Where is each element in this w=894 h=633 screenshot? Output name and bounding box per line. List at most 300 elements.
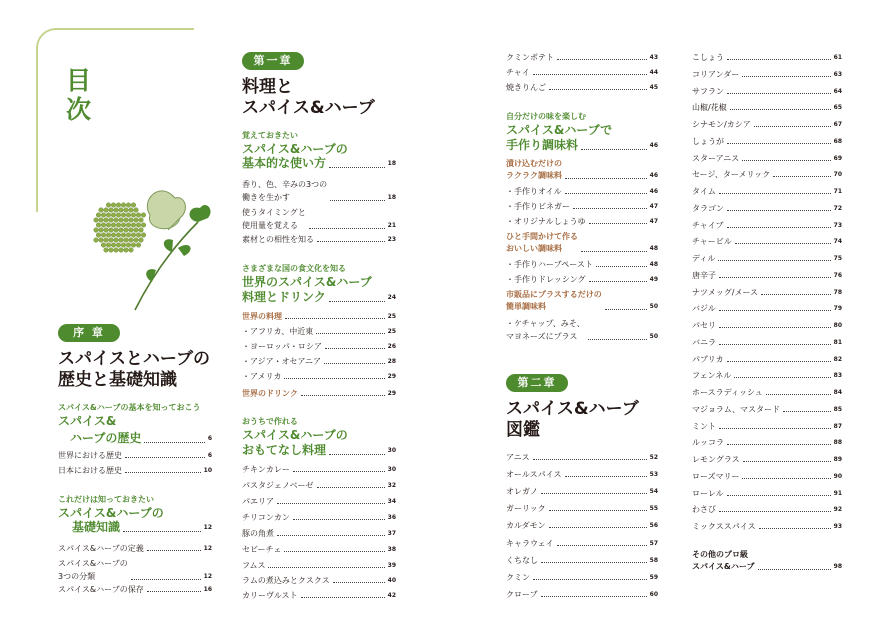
- toc-entry[interactable]: [692, 354, 842, 365]
- seed-dot: [111, 213, 116, 218]
- seed-dot: [114, 208, 119, 213]
- entry-page: 38: [387, 546, 396, 553]
- seed-dot: [141, 213, 146, 218]
- toc-entry[interactable]: [242, 388, 396, 399]
- toc-entry[interactable]: [506, 469, 658, 480]
- toc-entry[interactable]: [506, 259, 658, 270]
- entry-page: 40: [387, 577, 396, 584]
- toc-entry[interactable]: [242, 311, 396, 322]
- entry-page: 47: [649, 218, 658, 225]
- toc-entry[interactable]: [692, 303, 842, 314]
- entry-title: ハーブの歴史: [70, 431, 142, 445]
- entry-page: 52: [649, 454, 658, 461]
- entry-page: 69: [833, 154, 842, 162]
- toc-entry[interactable]: [692, 421, 842, 432]
- toc-entry[interactable]: [506, 520, 658, 531]
- toc-entry[interactable]: [692, 169, 842, 180]
- entry-page: 21: [387, 222, 396, 229]
- ch1-sec4-kicker: 自分だけの味を楽しむ: [506, 112, 586, 121]
- entry-page: 64: [833, 87, 842, 95]
- toc-entry[interactable]: [692, 136, 842, 147]
- seed-dot: [109, 208, 114, 213]
- entry-title: ひと手間かけて作る おいしい調味料: [506, 232, 578, 253]
- entry-title: チキンカレー: [242, 465, 290, 474]
- toc-entry[interactable]: [58, 543, 212, 554]
- entry-page: 18: [387, 160, 396, 167]
- entry-title: チャイ: [506, 68, 530, 77]
- toc-entry[interactable]: [506, 82, 658, 93]
- entry-page: 39: [387, 562, 396, 569]
- entry-page: 76: [833, 271, 842, 279]
- toc-entry[interactable]: [242, 590, 396, 601]
- entry-page: 12: [203, 524, 212, 531]
- seed-dot: [129, 248, 134, 253]
- entry-title: ミックススパイス: [692, 522, 756, 531]
- seed-dot: [116, 223, 121, 228]
- toc-entry[interactable]: [506, 503, 658, 514]
- seed-dot: [104, 228, 109, 233]
- entry-page: 88: [833, 439, 842, 447]
- entry-page: 68: [833, 137, 842, 145]
- entry-title: オールスパイス: [506, 470, 562, 480]
- seed-dot: [131, 223, 136, 228]
- entry-page: 70: [833, 171, 842, 179]
- seed-dot: [119, 228, 124, 233]
- ch1-sec2-kicker: さまざまな国の食文化を知る: [242, 264, 346, 273]
- toc-entry[interactable]: [242, 178, 396, 204]
- toc-entry[interactable]: [692, 69, 842, 80]
- entry-title: サフラン: [692, 86, 724, 96]
- entry-page: 34: [387, 498, 396, 505]
- seed-dot: [134, 218, 139, 223]
- entry-page: 46: [649, 188, 658, 195]
- toc-entry[interactable]: [506, 589, 658, 600]
- entry-page: 30: [387, 466, 396, 473]
- entry-page: 65: [833, 104, 842, 112]
- seed-dot: [119, 248, 124, 253]
- entry-title: 世界における歴史: [58, 451, 122, 460]
- entry-title: セビーチェ: [242, 545, 282, 554]
- entry-title: バジル: [692, 304, 716, 314]
- seed-dot: [139, 238, 144, 243]
- entry-page: 18: [387, 194, 396, 201]
- seed-dot: [124, 208, 129, 213]
- entry-page: 47: [649, 203, 658, 210]
- toc-entry[interactable]: [692, 521, 842, 532]
- ch1-sec4-heading: スパイス&ハーブで: [506, 123, 613, 137]
- entry-title: ガーリック: [506, 504, 546, 514]
- toc-title-char-2: 次: [66, 95, 92, 124]
- entry-page: 60: [649, 590, 658, 598]
- toc-entry[interactable]: [506, 486, 658, 497]
- entry-page: 87: [833, 422, 842, 430]
- seed-dot: [129, 238, 134, 243]
- ch1-sec1-kicker: 覚えておきたい: [242, 131, 298, 140]
- toc-entry[interactable]: [72, 520, 212, 535]
- entry-title: ディル: [692, 254, 716, 263]
- entry-page: 55: [649, 505, 658, 513]
- entry-title: スパイス&ハーブの定義: [58, 544, 144, 553]
- seed-dot: [116, 213, 121, 218]
- entry-page: 16: [203, 586, 212, 593]
- toc-entry[interactable]: [692, 404, 842, 415]
- seed-dot: [134, 208, 139, 213]
- entry-page: 83: [833, 372, 842, 380]
- entry-page: 75: [833, 255, 842, 262]
- toc-entry[interactable]: [692, 488, 842, 499]
- entry-page: 50: [649, 333, 658, 340]
- entry-title: 手作り調味料: [506, 138, 579, 152]
- seed-dot: [141, 233, 146, 238]
- seed-dot: [121, 233, 126, 238]
- frame-left-line: [36, 46, 38, 212]
- seed-dot: [116, 233, 121, 238]
- seed-dot: [104, 238, 109, 243]
- entry-title: バニラ: [692, 337, 716, 347]
- entry-title: コリアンダー: [692, 69, 740, 79]
- seed-dot: [124, 248, 129, 253]
- entry-page: 6: [207, 452, 212, 459]
- entry-page: 46: [649, 172, 658, 179]
- toc-entry[interactable]: [692, 287, 842, 298]
- seed-dot: [101, 243, 106, 248]
- seed-dot: [96, 233, 101, 238]
- entry-title: フェンネル: [692, 371, 732, 381]
- herb-illustration: [80, 170, 220, 320]
- entry-page: 84: [833, 389, 842, 396]
- entry-title: わさび: [692, 505, 716, 515]
- entry-title: レモングラス: [692, 455, 740, 464]
- toc-entry[interactable]: [506, 555, 658, 566]
- chapter2-title: スパイス&ハーブ 図鑑: [506, 399, 639, 440]
- prologue-title: スパイスとハーブの 歴史と基礎知識: [58, 349, 210, 390]
- toc-entry[interactable]: [242, 156, 396, 171]
- entry-page: 45: [649, 84, 658, 91]
- entry-title: 世界のドリンク: [242, 389, 298, 398]
- entry-page: 85: [833, 405, 842, 413]
- toc-entry[interactable]: [692, 220, 842, 231]
- toc-entry[interactable]: [242, 371, 396, 382]
- entry-title: 山椒/花椒: [692, 103, 727, 113]
- seed-dot: [104, 218, 109, 223]
- seed-dot: [101, 233, 106, 238]
- entry-page: 29: [387, 373, 396, 380]
- seed-dot: [101, 213, 106, 218]
- entry-title: ナツメッグ/メース: [692, 287, 759, 297]
- toc-entry[interactable]: [692, 102, 842, 113]
- entry-title: タイム: [692, 187, 716, 196]
- entry-page: 36: [387, 514, 396, 521]
- entry-title: ホースラディッシュ: [692, 388, 763, 397]
- entry-title: ルッコラ: [692, 438, 724, 448]
- chapter1-title: 料理と スパイス&ハーブ: [242, 77, 375, 118]
- seed-dot: [111, 223, 116, 228]
- seed-dot: [99, 238, 104, 243]
- seed-dot: [119, 218, 124, 223]
- entry-page: 49: [649, 276, 658, 283]
- toc-entry[interactable]: [242, 206, 396, 232]
- toc-entry[interactable]: [692, 337, 842, 348]
- entry-page: 71: [833, 188, 842, 195]
- toc-entry[interactable]: [506, 274, 658, 285]
- seed-dot: [124, 218, 129, 223]
- toc-entry[interactable]: [506, 201, 658, 212]
- toc-entry[interactable]: [506, 289, 658, 313]
- entry-title: おもてなし料理: [242, 443, 327, 457]
- seed-dot: [126, 223, 131, 228]
- seed-dot: [99, 228, 104, 233]
- toc-entry[interactable]: [506, 52, 658, 63]
- toc-entry[interactable]: [506, 572, 658, 583]
- toc-entry[interactable]: [242, 528, 396, 539]
- entry-title: 基礎知識: [72, 520, 121, 534]
- entry-title: しょうが: [692, 136, 724, 146]
- seed-dot: [119, 208, 124, 213]
- seed-dot: [136, 233, 141, 238]
- seed-dot: [139, 228, 144, 233]
- seed-dot: [126, 203, 131, 208]
- toc-entry[interactable]: [692, 86, 842, 97]
- entry-page: 12: [203, 545, 212, 552]
- entry-title: ・アフリカ、中近東: [242, 327, 314, 336]
- toc-entry[interactable]: [692, 236, 842, 247]
- toc-entry[interactable]: [242, 326, 396, 337]
- toc-entry[interactable]: [242, 575, 396, 586]
- toc-entry[interactable]: [692, 387, 842, 398]
- toc-entry[interactable]: [242, 356, 396, 367]
- entry-title: スパイス&ハーブの保存: [58, 585, 144, 594]
- entry-title: ・アジア・オセアニア: [242, 357, 322, 366]
- toc-entry[interactable]: [506, 216, 658, 227]
- entry-page: 54: [649, 488, 658, 496]
- toc-entry[interactable]: [242, 512, 396, 523]
- toc-entry[interactable]: [692, 186, 842, 197]
- seed-dot: [109, 218, 114, 223]
- ch1-sec1-heading: スパイス&ハーブの: [242, 142, 348, 156]
- frame-corner: [36, 28, 56, 48]
- prologue-sec1-kicker: スパイス&ハーブの基本を知っておこう: [58, 403, 201, 412]
- toc-entry[interactable]: [242, 341, 396, 352]
- toc-entry[interactable]: [242, 443, 396, 458]
- toc-entry[interactable]: [692, 454, 842, 465]
- entry-title: ・手作りオイル: [506, 187, 562, 196]
- entry-title: こしょう: [692, 53, 724, 62]
- toc-entry[interactable]: [70, 431, 212, 446]
- entry-title: 市販品にプラスするだけの 簡単調味料: [506, 290, 602, 311]
- entry-title: スパイス&ハーブの 3つの分類: [58, 559, 128, 581]
- entry-title: 料理とドリンク: [242, 290, 326, 304]
- toc-entry[interactable]: [692, 437, 842, 448]
- toc-entry[interactable]: [692, 52, 842, 63]
- entry-page: 78: [833, 288, 842, 296]
- entry-title: チャービル: [692, 237, 732, 247]
- entry-title: クミンポテト: [506, 53, 554, 62]
- entry-page: 25: [387, 313, 396, 320]
- toc-entry[interactable]: [692, 153, 842, 164]
- entry-page: 32: [387, 482, 396, 489]
- toc-entry[interactable]: [692, 504, 842, 515]
- toc-entry[interactable]: [506, 231, 658, 255]
- entry-title: フムス: [242, 561, 266, 570]
- toc-entry[interactable]: [242, 234, 396, 245]
- entry-page: 30: [387, 447, 396, 454]
- seed-dot: [94, 238, 99, 243]
- seed-dot: [129, 228, 134, 233]
- seed-dot: [124, 238, 129, 243]
- toc-entry[interactable]: [58, 584, 212, 595]
- toc-entry[interactable]: [692, 549, 842, 573]
- entry-title: オレガノ: [506, 487, 538, 497]
- toc-entry[interactable]: [692, 471, 842, 482]
- toc-entry[interactable]: [242, 560, 396, 571]
- seed-dot: [99, 208, 104, 213]
- seed-dot: [121, 203, 126, 208]
- seed-dot: [106, 233, 111, 238]
- entry-page: 89: [833, 456, 842, 463]
- toc-entry[interactable]: [692, 203, 842, 214]
- toc-entry[interactable]: [692, 253, 842, 264]
- entry-page: 56: [649, 522, 658, 530]
- entry-title: 香り、色、辛みの3つの 働きを生かす: [242, 180, 328, 202]
- toc-entry[interactable]: [242, 496, 396, 507]
- toc-entry[interactable]: [506, 538, 658, 549]
- entry-page: 23: [387, 236, 396, 243]
- toc-entry[interactable]: [242, 480, 396, 491]
- seed-cluster: [94, 203, 146, 253]
- toc-entry[interactable]: [242, 544, 396, 555]
- entry-title: チャイブ: [692, 220, 724, 230]
- entry-title: 焼きりんご: [506, 83, 546, 92]
- seed-dot: [134, 228, 139, 233]
- chapter1-badge: 第一章: [242, 52, 304, 70]
- entry-title: 豚の角煮: [242, 529, 274, 538]
- seed-dot: [131, 213, 136, 218]
- entry-title: パスタジェノベーゼ: [242, 481, 314, 490]
- toc-title-char-1: 目: [66, 66, 92, 95]
- seed-dot: [106, 243, 111, 248]
- seed-dot: [126, 243, 131, 248]
- seed-dot: [116, 243, 121, 248]
- toc-entry[interactable]: [692, 270, 842, 281]
- seed-dot: [109, 248, 114, 253]
- seed-dot: [114, 228, 119, 233]
- entry-page: 82: [833, 355, 842, 363]
- entry-page: 72: [833, 204, 842, 212]
- entry-title: シナモン/カシア: [692, 120, 751, 129]
- toc-entry[interactable]: [506, 317, 658, 343]
- entry-page: 28: [387, 358, 396, 365]
- entry-title: 使うタイミングと 使用量を覚える: [242, 208, 306, 230]
- entry-page: 59: [649, 573, 658, 581]
- entry-title: パプリカ: [692, 354, 724, 364]
- entry-page: 42: [387, 592, 396, 599]
- entry-title: クローブ: [506, 589, 538, 599]
- chapter2-badge: 第二章: [506, 374, 568, 392]
- entry-title: くちなし: [506, 555, 538, 565]
- entry-title: ミント: [692, 421, 716, 431]
- seed-dot: [114, 248, 119, 253]
- seed-dot: [131, 203, 136, 208]
- seed-dot: [116, 203, 121, 208]
- toc-entry[interactable]: [58, 557, 212, 583]
- entry-title: 基本的な使い方: [242, 156, 327, 170]
- toc-entry[interactable]: [58, 450, 212, 461]
- prologue-sec1-heading: スパイス&: [58, 414, 117, 428]
- frame-top-line: [54, 28, 194, 30]
- entry-page: 26: [387, 343, 396, 350]
- seed-dot: [109, 238, 114, 243]
- entry-title: 世界の料理: [242, 312, 282, 321]
- entry-page: 92: [833, 506, 842, 514]
- toc-entry[interactable]: [692, 320, 842, 331]
- ch1-sec3-kicker: おうちで作れる: [242, 417, 298, 426]
- seed-dot: [136, 213, 141, 218]
- toc-entry[interactable]: [58, 465, 212, 476]
- entry-title: スターアニス: [692, 153, 740, 163]
- entry-page: 10: [203, 467, 212, 474]
- toc-entry[interactable]: [692, 370, 842, 381]
- entry-title: チリコンカン: [242, 513, 290, 522]
- seed-dot: [94, 228, 99, 233]
- toc-entry[interactable]: [692, 119, 842, 130]
- entry-title: クミン: [506, 572, 530, 582]
- seed-dot: [94, 218, 99, 223]
- ch1-sec3-heading: スパイス&ハーブの: [242, 428, 348, 442]
- prologue-badge: 序 章: [58, 324, 120, 342]
- entry-page: 48: [649, 261, 658, 268]
- seed-dot: [104, 248, 109, 253]
- sage-leaf-icon: [147, 191, 185, 229]
- seed-dot: [106, 223, 111, 228]
- entry-page: 25: [387, 328, 396, 335]
- toc-entry[interactable]: [242, 464, 396, 475]
- entry-title: ・手作りビネガー: [506, 202, 570, 211]
- entry-page: 90: [833, 472, 842, 480]
- seed-dot: [136, 223, 141, 228]
- entry-page: 67: [833, 121, 842, 128]
- seed-dot: [119, 238, 124, 243]
- seed-dot: [121, 243, 126, 248]
- entry-title: ローレル: [692, 488, 724, 498]
- entry-page: 12: [203, 573, 212, 580]
- entry-page: 58: [649, 556, 658, 564]
- entry-title: ローズマリー: [692, 471, 740, 481]
- seed-dot: [111, 203, 116, 208]
- toc-entry[interactable]: [506, 138, 658, 153]
- entry-title: タラゴン: [692, 203, 724, 213]
- entry-page: 57: [649, 539, 658, 547]
- toc-entry[interactable]: [242, 290, 396, 305]
- seed-dot: [101, 223, 106, 228]
- seed-dot: [124, 228, 129, 233]
- entry-title: 唐辛子: [692, 270, 716, 280]
- entry-page: 81: [833, 338, 842, 346]
- entry-title: 日本における歴史: [58, 466, 122, 475]
- seed-dot: [139, 218, 144, 223]
- prologue-sec2-kicker: これだけは知っておきたい: [58, 495, 154, 504]
- entry-title: 素材との相性を知る: [242, 235, 314, 244]
- entry-title: ・ヨーロッパ・ロシア: [242, 342, 322, 351]
- seed-dot: [114, 218, 119, 223]
- entry-page: 63: [833, 70, 842, 78]
- seed-dot: [106, 203, 111, 208]
- toc-entry[interactable]: [506, 452, 658, 463]
- toc-entry[interactable]: [506, 186, 658, 197]
- toc-entry[interactable]: [506, 158, 658, 182]
- toc-entry[interactable]: [506, 67, 658, 78]
- entry-title: ・手作りハーブペースト: [506, 260, 593, 269]
- entry-title: パエリア: [242, 497, 274, 506]
